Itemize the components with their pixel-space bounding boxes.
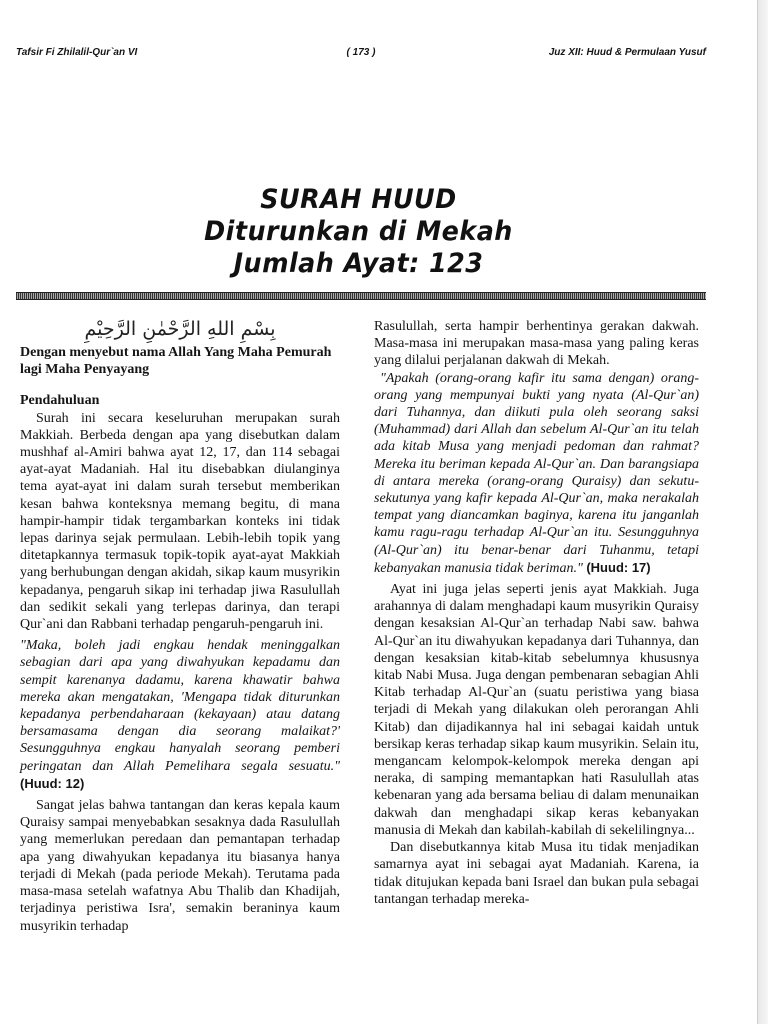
left-column xyxy=(20,318,340,935)
verse-count: Jumlah Ayat: 123 xyxy=(233,248,484,279)
quote-reference: (Huud: 12) xyxy=(20,775,85,791)
running-header xyxy=(16,47,706,63)
header-book-title: Tafsir Fi Zhilalil-Qur`an VI xyxy=(16,47,138,58)
header-chapter: Juz XII: Huud & Permulaan Yusuf xyxy=(548,47,706,58)
header-page-number: ( 173 ) xyxy=(346,47,376,58)
quote-text: "Apakah (orang-orang kafir itu sama dengan) orang-orang yang mempunyai bukti yang nyata (Al-Qur`an) dari Tuhannya, dan diikuti pula oleh seorang saksi (Muhammad) dari Allah dan sebelum Al-Qur`an itu telah ada kitab Musa yang menjadi pedoman dan rahmat? Mereka itu beriman kepada Al-Qur`an. Dan barangsiapa di antara mereka (orang-orang Quraisy) dan sekutu-sekutunya yang kafir kepada Al-Qur`an, maka nerakalah tempat yang diancamkan baginya, karena itu janganlah kamu ragu-ragu terhadap Al-Qur`an itu. Sesungguhnya (Al-Qur`an) itu benar-benar dari Tuhanmu, tetapi kebanyakan manusia tidak beriman." xyxy=(374,370,699,576)
body-paragraph-last: Dan disebutkannya kitab Musa itu tidak menjadikan samarnya ayat ini sebagai ayat Madaniah. Karena, ia tidak ditujukan kepada bani Israel dan bukan pula sebagai tantangan terhadap mereka- xyxy=(374,840,699,907)
intro-paragraph: Surah ini secara keseluruhan merupakan surah Makkiah. Berbeda dengan apa yang disebutkan dalam mushhaf al-Amiri bahwa ayat 12, 17, dan 114 sebagai ayat-ayat Madaniah. Hal itu disebabkan diulanginya tema ayat-ayat ini dalam surah tersebut memberikan kesan bahwa konteksnya memang begitu, di mana hampir-hampir tidak tergambarkan konteks ini tidak lepas darinya sejak permulaan. Lebih-lebih topik yang ditetapkannya termasuk topik-topik ayat-ayat Makkiah yang berhubungan dengan akidah, sikap kaum musyrikin kepadanya, pengaruh sikap ini terhadap jiwa Rasulullah dan sedikit sekali yang terlepas darinya, dan terapi Qur`ani dan Rabbani terhadap pengaruh-pengaruh ini. xyxy=(20,410,340,633)
surah-name: SURAH HUUD xyxy=(260,184,457,215)
body-paragraph: Sangat jelas bahwa tantangan dan keras kepala kaum Quraisy sampai menyebabkan sesaknya dada Rasulullah yang memerlukan peredaan dan pemantapan terhadap apa yang diwahyukan kepadanya itu biasanya hanya terjadi di Mekah (pada periode Mekah). Terutama pada masa-masa setelah wafatnya Abu Thalib dan Khadijah, terjadinya peristiwa Isra', semakin beraninya kaum musyrikin terhadap xyxy=(20,798,340,934)
right-column xyxy=(374,318,699,908)
quote-text: "Maka, boleh jadi engkau hendak meninggalkan sebagian dari apa yang diwahyukan kepadamu dan sempit karenanya dadamu, karena khawatir bahwa mereka akan mengatakan, 'Mengapa tidak diturunkan kepadanya perbendaharaan (kekayaan) atau datang bersamasama dengan dia seorang malaikat?' Sesungguhnya engkau hanyalah seorang pemberi peringatan dan Allah Pemelihara segala sesuatu." xyxy=(20,638,340,774)
basmala-calligraphy: بِسْمِ اللهِ الرَّحْمٰنِ الرَّحِيْمِ xyxy=(84,318,276,340)
quote-huud-12 xyxy=(20,637,340,793)
decorative-rule xyxy=(16,292,706,300)
surah-title-block xyxy=(0,184,717,280)
page-edge xyxy=(757,0,768,1024)
section-heading: Pendahuluan xyxy=(20,393,100,409)
basmala-translation: Dengan menyebut nama Allah Yang Maha Pemurah lagi Maha Penyayang xyxy=(20,345,332,378)
continued-paragraph: Rasulullah, serta hampir berhentinya gerakan dakwah. Masa-masa ini merupakan masa-masa yang paling keras yang dilalui perjalanan dakwah di Mekah. xyxy=(374,319,699,369)
body-paragraph: Ayat ini juga jelas seperti jenis ayat Makkiah. Juga arahannya di dalam menghadapi kaum musyrikin Quraisy dengan kesaksian Al-Qur`an terhadap Nabi saw. bahwa Al-Qur`an itu diwahyukan kepadanya dari Tuhannya, dan dengan kesaksian kitab-kitab sebelumnya khususnya kitab Nabi Musa. Juga dengan pembenaran sebagian Ahli Kitab terhadap Al-Qur`an (suatu peristiwa yang biasa terjadi di Mekah yang dilakukan oleh perorangan Ahli Kitab) dan dijadikannya hal ini sebagai kaidah untuk bersikap keras terhadap sikap kaum musyrikin. Selain itu, mengancam kelompok-kelompok mereka dengan api neraka, di samping memantapkan hati Rasulullah atas kebenaran yang ada bersama beliau di dalam menunaikan dakwah dan menghadapi sikap keras kebanyakan manusia di Mekah dan kabilah-kabilah di sekelilingnya... xyxy=(374,582,699,838)
quote-reference: (Huud: 17) xyxy=(586,559,651,575)
revelation-place: Diturunkan di Mekah xyxy=(204,216,513,247)
quote-huud-17 xyxy=(374,370,699,577)
